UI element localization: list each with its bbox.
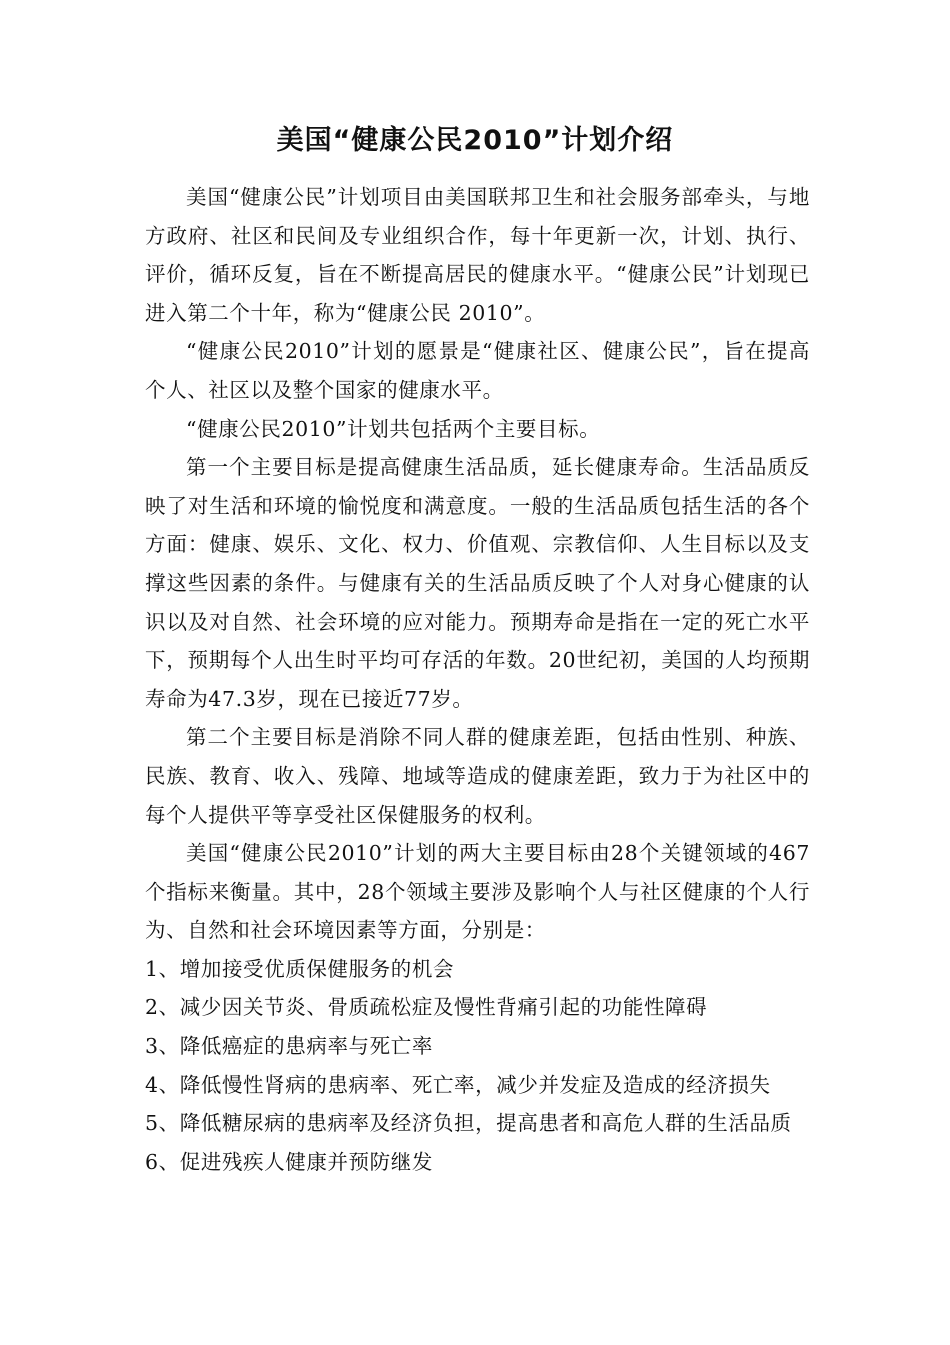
document-title: 美国“健康公民2010”计划介绍 <box>276 125 674 156</box>
list-item: 1、增加接受优质保健服务的机会 <box>145 956 455 981</box>
list-item: 2、减少因关节炎、骨质疏松症及慢性背痛引起的功能性障碍 <box>145 995 708 1020</box>
paragraph-intro: 美国“健康公民”计划项目由美国联邦卫生和社会服务部牵头，与地方政府、社区和民间及专业组织合作，每十年更新一次，计划、执行、评价，循环反复，旨在不断提高居民的健康水平。“健康公民”计划现已进入第二个十年，称为“健康公民 2010”。 <box>145 185 810 325</box>
list-item: 3、降低癌症的患病率与死亡率 <box>145 1034 433 1059</box>
document-body <box>145 178 810 1181</box>
list-item: 6、促进残疾人健康并预防继发 <box>145 1149 433 1174</box>
list-item: 4、降低慢性肾病的患病率、死亡率，减少并发症及造成的经济损失 <box>145 1072 771 1097</box>
paragraph-indicators: 美国“健康公民2010”计划的两大主要目标由28个关键领域的467个指标来衡量。其中，28个领域主要涉及影响个人与社区健康的个人行为、自然和社会环境因素等方面，分别是： <box>145 841 810 943</box>
paragraph-goal-two: 第二个主要目标是消除不同人群的健康差距，包括由性别、种族、民族、教育、收入、残障、地域等造成的健康差距，致力于为社区中的每个人提供平等享受社区保健服务的权利。 <box>145 725 810 827</box>
paragraph-goal-one: 第一个主要目标是提高健康生活品质，延长健康寿命。生活品质反映了对生活和环境的愉悦度和满意度。一般的生活品质包括生活的各个方面：健康、娱乐、文化、权力、价值观、宗教信仰、人生目标以及支撑这些因素的条件。与健康有关的生活品质反映了个人对身心健康的认识以及对自然、社会环境的应对能力。预期寿命是指在一定的死亡水平下，预期每个人出生时平均可存活的年数。20世纪初，美国的人均预期寿命为47.3岁，现在已接近77岁。 <box>145 455 810 711</box>
list-item: 5、降低糖尿病的患病率及经济负担，提高患者和高危人群的生活品质 <box>145 1111 792 1136</box>
paragraph-goals: “健康公民2010”计划共包括两个主要目标。 <box>186 416 601 441</box>
paragraph-vision: “健康公民2010”计划的愿景是“健康社区、健康公民”，旨在提高个人、社区以及整个国家的健康水平。 <box>145 339 810 402</box>
